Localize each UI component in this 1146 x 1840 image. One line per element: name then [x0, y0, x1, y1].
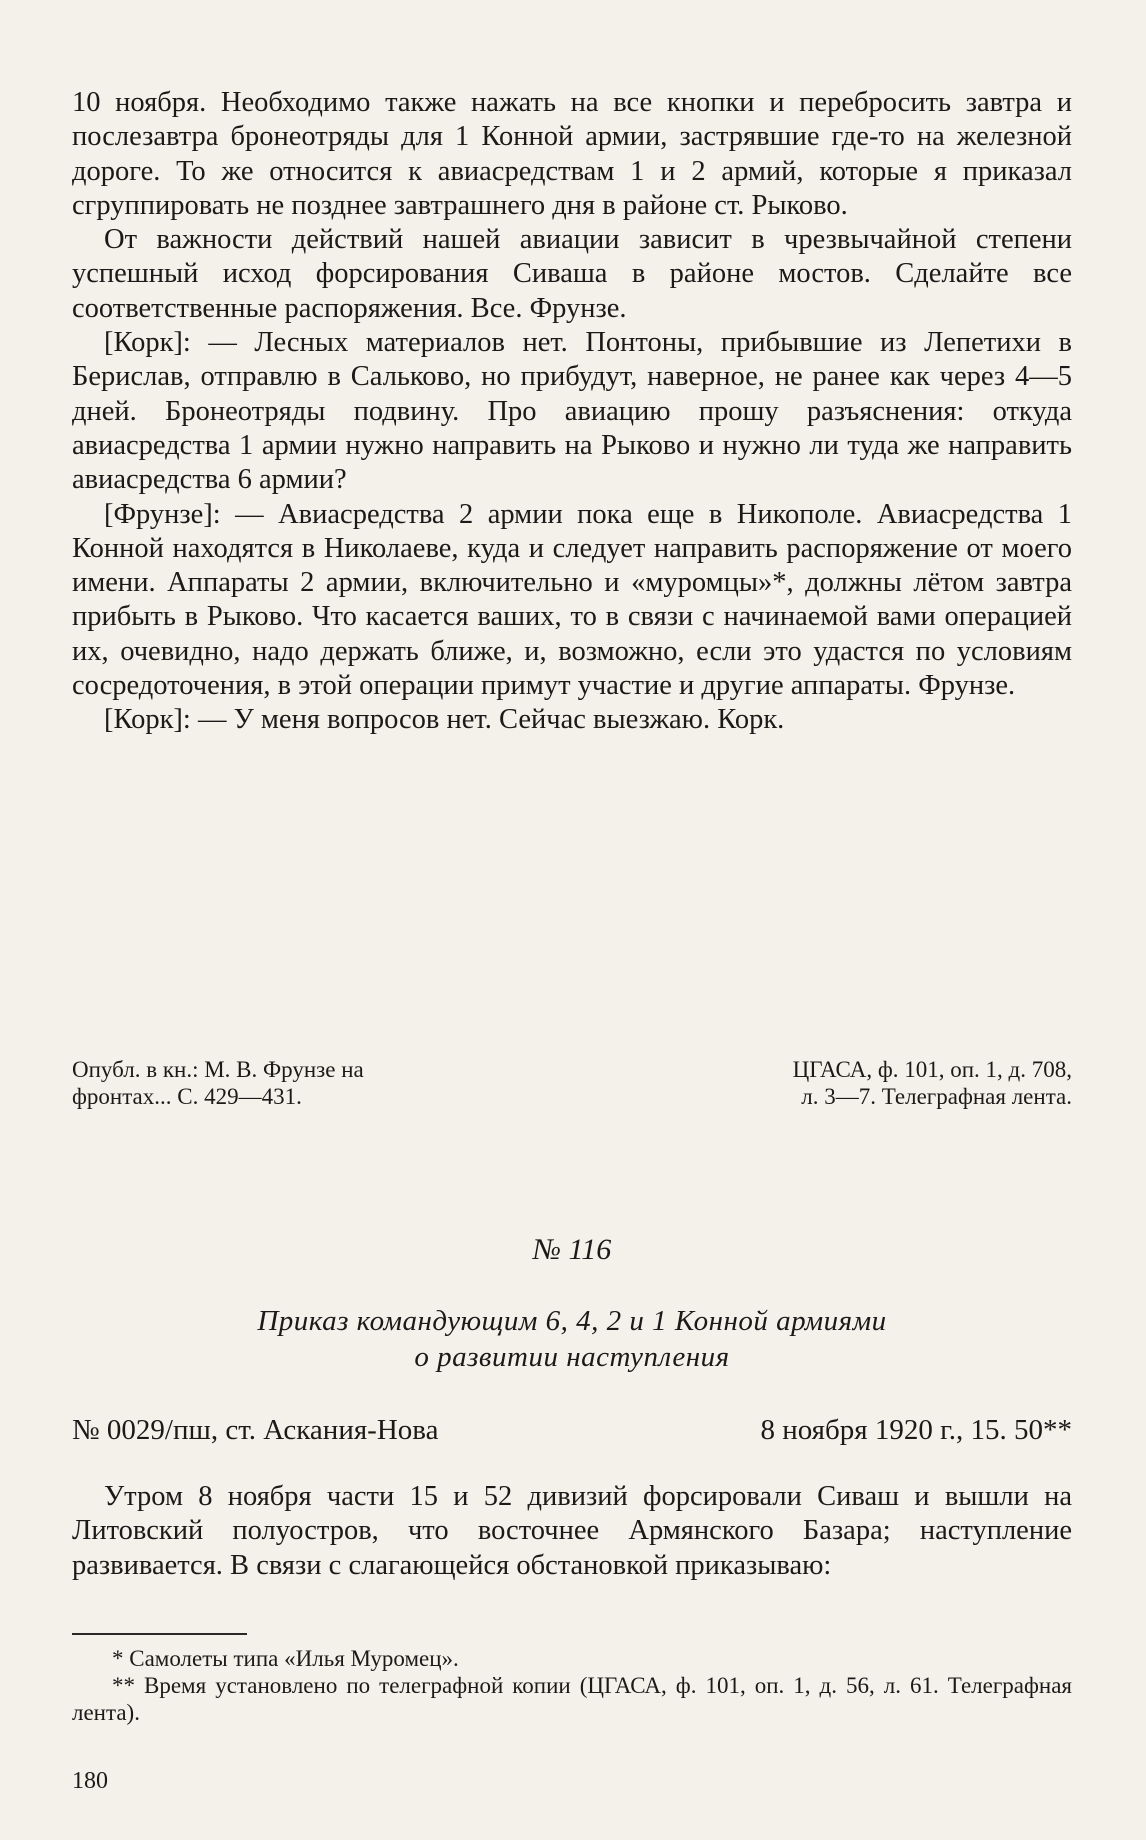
footnote-1: * Самолеты типа «Илья Муромец».	[112, 1646, 459, 1671]
page-number: 180	[72, 1768, 108, 1794]
archive-citation	[612, 1056, 1072, 1110]
document-number: № 116	[532, 1233, 612, 1266]
archive-line-2: л. 3—7. Телеграфная лента.	[801, 1084, 1072, 1109]
footnotes	[72, 1645, 1072, 1726]
paragraph-3: [Корк]: — Лесных материалов нет. Понтоны, прибывшие из Лепетихи в Берислав, отправлю в Сальково, но прибудут, наверное, не ранее как через 4—5 дней. Бронеотряды подвину. Про авиацию прошу разъяснения: откуда авиасредства 1 армии нужно направить на Рыково и нужно ли туда же направить авиасредства 6 армии?	[72, 327, 1072, 496]
footnote-2: ** Время установлено по телеграфной копии (ЦГАСА, ф. 101, оп. 1, д. 56, л. 61. Телеграфная лента).	[72, 1673, 1072, 1725]
publication-citation	[72, 1056, 552, 1110]
publication-line-1: Опубл. в кн.: М. В. Фрунзе на	[72, 1057, 364, 1082]
footnote-divider	[72, 1633, 247, 1635]
publication-line-2: фронтах... С. 429—431.	[72, 1084, 302, 1109]
document-body	[72, 1480, 1072, 1583]
paragraph-1: 10 ноября. Необходимо также нажать на все кнопки и перебросить завтра и послезавтра бронеотряды для 1 Конной армии, застрявшие где-то на железной дороге. То же относится к авиасредствам 1 и 2 армий, которые я приказал сгруппировать не позднее завтрашнего дня в районе ст. Рыково.	[72, 87, 1072, 221]
archive-line-1: ЦГАСА, ф. 101, оп. 1, д. 708,	[792, 1057, 1072, 1082]
paragraph-2: От важности действий нашей авиации зависит в чрезвычайной степени успешный исход форсирования Сиваша в районе мостов. Сделайте все соответственные распоряжения. Все. Фрунзе.	[72, 224, 1072, 324]
document-title-line-2: о развитии наступления	[414, 1341, 730, 1373]
paragraph-4: [Фрунзе]: — Авиасредства 2 армии пока еще в Никополе. Авиасредства 1 Конной находятся в Николаеве, куда и следует направить распоряжение от моего имени. Аппараты 2 армии, включительно и «муромцы»*, должны лётом завтра прибыть в Рыково. Что касается ваших, то в связи с начинаемой вами операцией их, очевидно, надо держать ближе, и, возможно, если это удастся по условиям сосредоточения, в этой операции примут участие и другие аппараты. Фрунзе.	[72, 498, 1072, 702]
document-body-paragraph: Утром 8 ноября части 15 и 52 дивизий форсировали Сиваш и вышли на Литовский полуостров, что восточнее Армянского Базара; наступление развивается. В связи с слагающейся обстановкой приказываю:	[72, 1481, 1072, 1581]
document-title	[72, 1303, 1072, 1375]
document-title-line-1: Приказ командующим 6, 4, 2 и 1 Конной армиями	[257, 1305, 887, 1337]
paragraph-5: [Корк]: — У меня вопросов нет. Сейчас выезжаю. Корк.	[104, 704, 785, 736]
continuation-text	[72, 86, 1072, 738]
document-reference: № 0029/пш, ст. Аскания-Нова	[72, 1414, 439, 1446]
book-page	[72, 0, 1072, 1840]
document-date: 8 ноября 1920 г., 15. 50**	[760, 1414, 1072, 1446]
